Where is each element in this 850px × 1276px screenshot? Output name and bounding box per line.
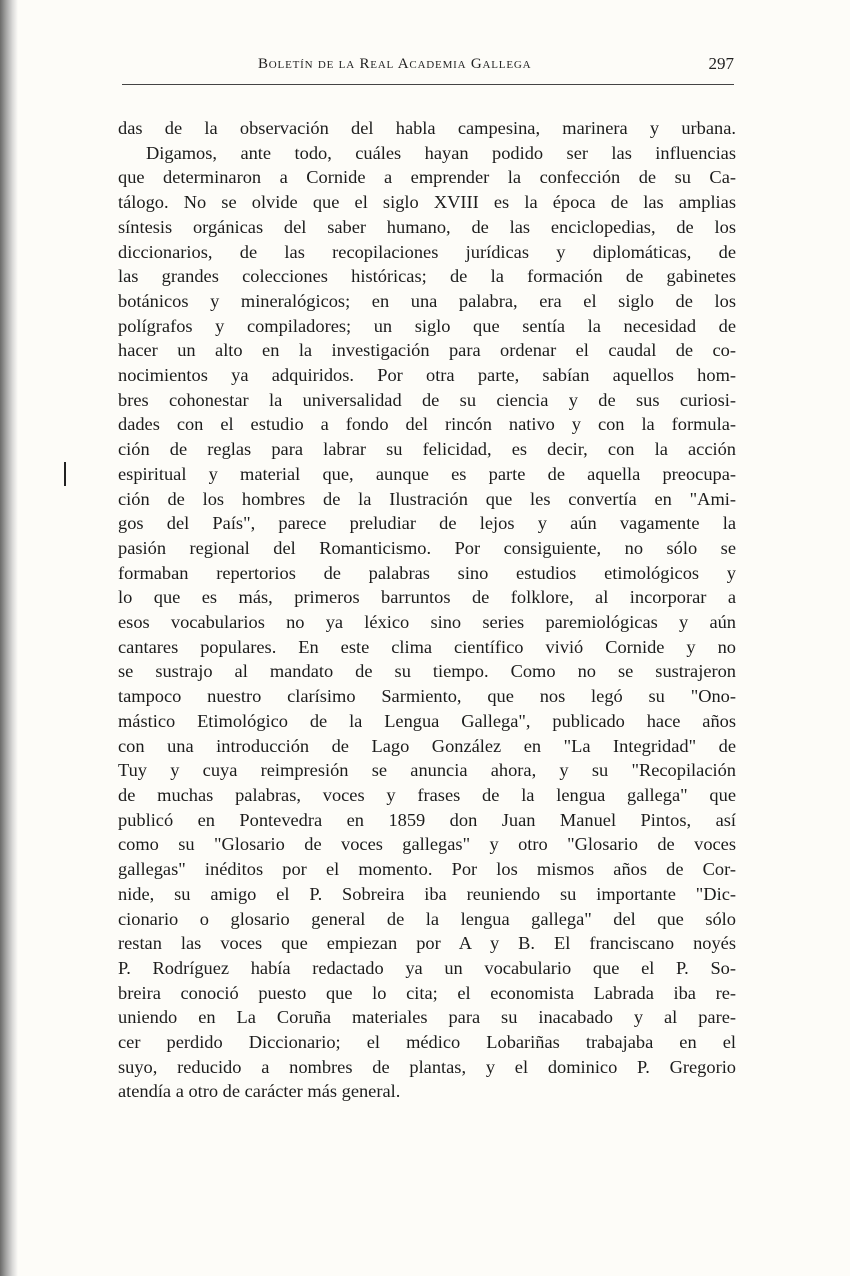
text-line: breira conoció puesto que lo cita; el economista Labrada iba re-: [118, 982, 736, 1003]
running-head-title: Boletín de la Real Academia Gallega: [258, 56, 532, 72]
text-line: restan las voces que empiezan por A y B. El franciscano noyés: [118, 933, 736, 954]
text-line: formaban repertorios de palabras sino estudios etimológicos y: [118, 562, 736, 583]
text-line: diccionarios, de las recopilaciones jurídicas y diplomáticas, de: [118, 241, 736, 262]
text-line: con una introducción de Lago González en "La Integridad" de: [118, 735, 736, 756]
text-line: P. Rodríguez había redactado ya un vocabulario que el P. So-: [118, 957, 736, 978]
text-line: uniendo en La Coruña materiales para su inacabado y al pare-: [118, 1007, 736, 1028]
text-line: suyo, reducido a nombres de plantas, y el dominico P. Gregorio: [118, 1056, 736, 1077]
text-line: gallegas" inéditos por el momento. Por los mismos años de Cor-: [118, 859, 736, 880]
text-line: como su "Glosario de voces gallegas" y otro "Glosario de voces: [118, 834, 736, 855]
text-line: ción de los hombres de la Ilustración que les convertía en "Ami-: [118, 488, 736, 509]
margin-mark: [64, 462, 66, 486]
text-line: lo que es más, primeros barruntos de folklore, al incorporar a: [118, 587, 736, 608]
text-line: publicó en Pontevedra en 1859 don Juan Manuel Pintos, así: [118, 809, 736, 830]
text-line: de muchas palabras, voces y frases de la lengua gallega" que: [118, 784, 736, 805]
header-rule: [122, 84, 734, 85]
running-head: [120, 52, 738, 78]
text-line: se sustrajo al mandato de su tiempo. Como no se sustrajeron: [118, 661, 736, 682]
body-text: [118, 116, 736, 1104]
text-line: espiritual y material que, aunque es parte de aquella preocupa-: [118, 463, 736, 484]
text-line: cer perdido Diccionario; el médico Lobariñas trabajaba en el: [118, 1032, 736, 1053]
text-line: nocimientos ya adquiridos. Por otra parte, sabían aquellos hom-: [118, 365, 736, 386]
text-line: cionario o glosario general de la lengua gallega" del que sólo: [118, 908, 736, 929]
text-line: tálogo. No se olvide que el siglo XVIII es la época de las amplias: [118, 192, 736, 213]
text-line: esos vocabularios no ya léxico sino series paremiológicas y aún: [118, 612, 736, 633]
page-binding-edge: [0, 0, 18, 1276]
text-line: gos del País", parece preludiar de lejos y aún vagamente la: [118, 513, 736, 534]
text-line: cantares populares. En este clima científico vivió Cornide y no: [118, 636, 736, 657]
text-line: síntesis orgánicas del saber humano, de las enciclopedias, de los: [118, 216, 736, 237]
text-line: Tuy y cuya reimpresión se anuncia ahora, y su "Recopilación: [118, 760, 736, 781]
text-line: nide, su amigo el P. Sobreira iba reuniendo su importante "Dic-: [118, 883, 736, 904]
text-line: botánicos y mineralógicos; en una palabra, era el siglo de los: [118, 290, 736, 311]
text-line: bres cohonestar la universalidad de su ciencia y de sus curiosi-: [118, 389, 736, 410]
text-line: hacer un alto en la investigación para ordenar el caudal de co-: [118, 340, 736, 361]
text-line: mástico Etimológico de la Lengua Gallega", publicado hace años: [118, 710, 736, 731]
text-line: das de la observación del habla campesina, marinera y urbana.: [118, 118, 736, 138]
text-line: ción de reglas para labrar su felicidad, es decir, con la acción: [118, 439, 736, 460]
page-number: 297: [708, 54, 734, 73]
text-line: que determinaron a Cornide a emprender la confección de su Ca-: [118, 167, 736, 188]
text-line: polígrafos y compiladores; un siglo que sentía la necesidad de: [118, 315, 736, 336]
text-line: dades con el estudio a fondo del rincón nativo y con la formula-: [118, 414, 736, 435]
text-line: Digamos, ante todo, cuáles hayan podido ser las influencias: [146, 142, 736, 163]
text-line: pasión regional del Romanticismo. Por consiguiente, no sólo se: [118, 537, 736, 558]
text-line: tampoco nuestro clarísimo Sarmiento, que nos legó su "Ono-: [118, 686, 736, 707]
text-line: las grandes colecciones históricas; de la formación de gabinetes: [118, 266, 736, 287]
text-line-last: atendía a otro de carácter más general.: [118, 1081, 401, 1102]
